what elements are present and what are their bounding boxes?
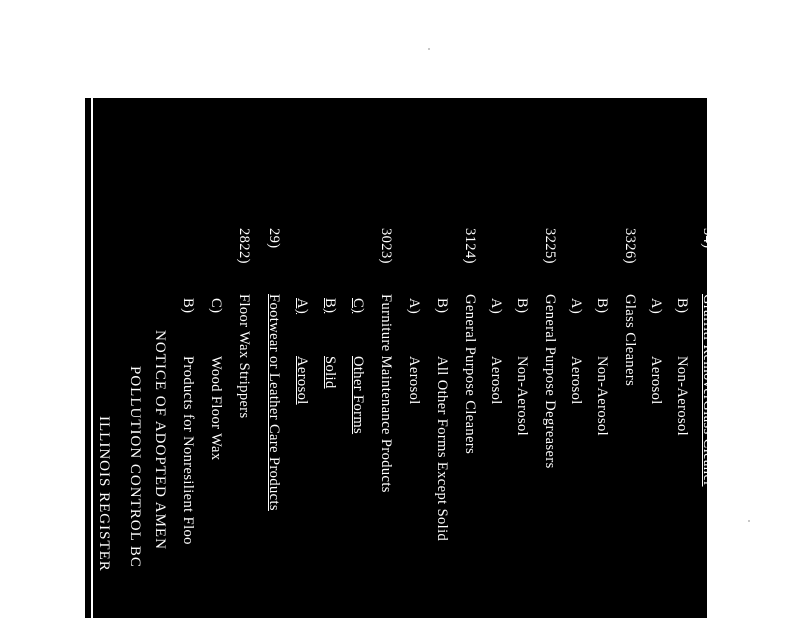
item-text: Footwear or Leather Care Products bbox=[266, 294, 282, 511]
item-number: B) bbox=[180, 298, 196, 314]
notice-title: NOTICE OF ADOPTED AMEN bbox=[152, 330, 168, 550]
item-text: Wood Floor Wax bbox=[208, 356, 224, 461]
item-number: A) bbox=[294, 298, 310, 315]
item-number: 3225) bbox=[542, 228, 558, 264]
item-text: Solid bbox=[322, 356, 338, 389]
item-number: A) bbox=[406, 298, 422, 315]
item-number: B) bbox=[514, 298, 530, 314]
item-number: C) bbox=[208, 298, 224, 314]
item-text: Products for Nonresilient Floo bbox=[180, 356, 196, 545]
item-text: Non-Aerosol bbox=[514, 356, 530, 437]
item-number: A) bbox=[648, 298, 664, 315]
item-text: Aerosol bbox=[568, 356, 584, 405]
item-text: Glass Cleaners bbox=[622, 294, 638, 387]
item-number: A) bbox=[568, 298, 584, 315]
item-text: Aerosol bbox=[648, 356, 664, 405]
item-number: B) bbox=[674, 298, 690, 314]
scan-speck bbox=[428, 48, 430, 50]
item-text: All Other Forms Except Solid bbox=[434, 356, 450, 542]
item-text: Non-Aerosol bbox=[594, 356, 610, 437]
item-text: Aerosol bbox=[406, 356, 422, 405]
item-number: 3124) bbox=[462, 228, 478, 264]
item-text: Non-Aerosol bbox=[674, 356, 690, 437]
item-text: Other Forms bbox=[350, 356, 366, 435]
board-title: POLLUTION CONTROL BC bbox=[127, 366, 143, 568]
item-text: Graffiti RemoverGlass Cleaner bbox=[700, 294, 716, 487]
item-number: B) bbox=[594, 298, 610, 314]
item-number: B) bbox=[322, 298, 338, 314]
item-text: Aerosol bbox=[488, 356, 504, 405]
item-text: General Purpose Degreasers bbox=[542, 294, 558, 469]
item-number: C) bbox=[350, 298, 366, 314]
item-text: Floor Wax Strippers bbox=[236, 294, 252, 419]
item-text: Furniture Maintenance Products bbox=[378, 294, 394, 493]
scan-speck bbox=[748, 520, 750, 522]
item-text: Aerosol bbox=[294, 356, 310, 405]
item-number: 34) bbox=[700, 228, 716, 249]
item-number: 3023) bbox=[378, 228, 394, 264]
item-number: 2822) bbox=[236, 228, 252, 264]
item-number: 29) bbox=[266, 228, 282, 249]
item-number: 3326) bbox=[622, 228, 638, 264]
register-title: ILLINOIS REGISTER bbox=[96, 416, 112, 572]
header-rule bbox=[91, 98, 93, 618]
item-text: General Purpose Cleaners bbox=[462, 294, 478, 455]
item-number: A) bbox=[488, 298, 504, 315]
scanned-document bbox=[85, 98, 716, 618]
rotated-text-block bbox=[85, 98, 716, 618]
item-number: B) bbox=[434, 298, 450, 314]
